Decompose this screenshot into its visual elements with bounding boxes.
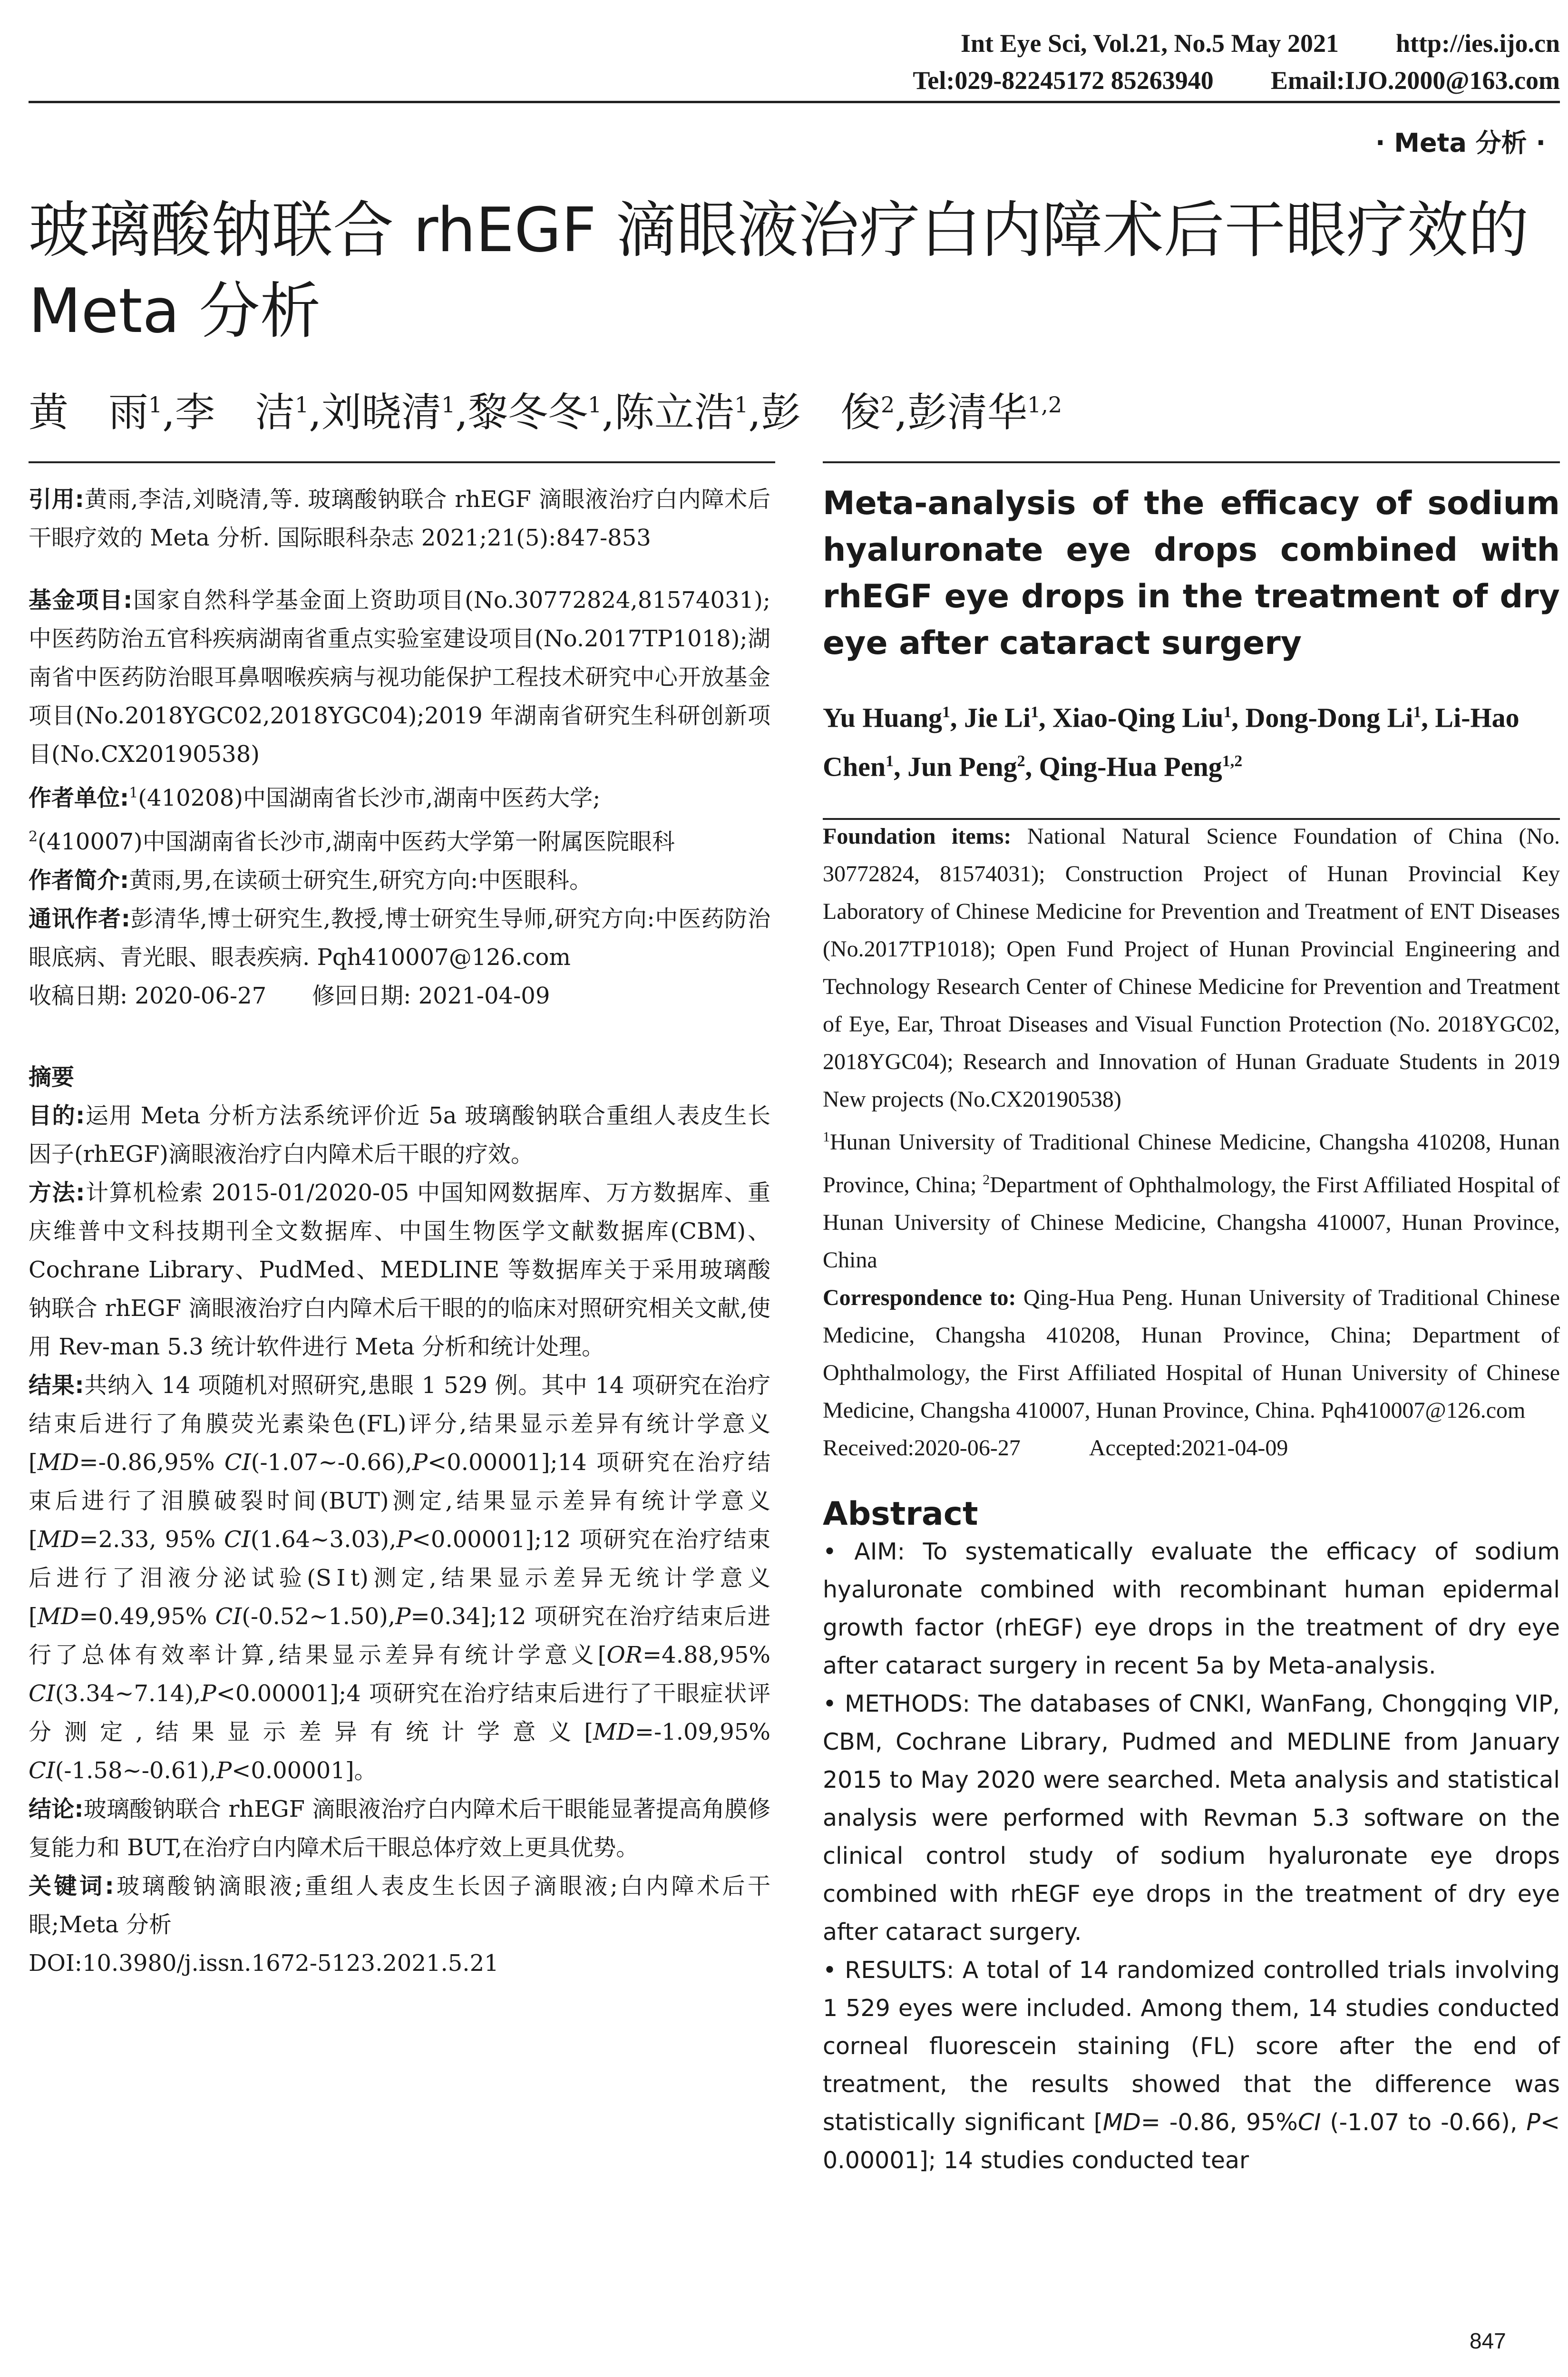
foundation-para: [823, 818, 1560, 1118]
results-text: <0.00001];12 项研究在治疗结束后进行了泪液分泌试验(SⅠt)测定,结果显示差异无统计学意义[: [29, 1526, 770, 1630]
author-aff: 1,2: [1222, 752, 1243, 770]
stat-symbol: OR: [606, 1642, 643, 1668]
unit-2: (410007)中国湖南省长沙市,湖南中医药大学第一附属医院眼科: [38, 828, 675, 855]
results-text: (-1.07~-0.66),: [251, 1449, 412, 1476]
affiliation-2: Department of Ophthalmology, the First Affiliated Hospital of Hunan University of Chinese Medicine, Changsha 410007, Hunan Province, China: [823, 1172, 1560, 1273]
stat-symbol: CI: [1297, 2108, 1321, 2136]
results-para-en: [823, 1951, 1560, 2180]
correspondence-label: Correspondence to:: [823, 1285, 1016, 1310]
journal-header: [732, 25, 1560, 99]
results-text: (1.64~3.03),: [250, 1526, 397, 1553]
article-title-en: Meta-analysis of the efficacy of sodium hyaluronate eye drops combined with rhEGF eye drops in the treatment of dry eye after cataract surgery: [823, 485, 1560, 662]
conclusion-para: [29, 1790, 770, 1867]
author-aff: 1: [441, 392, 456, 418]
keywords-text: 玻璃酸钠滴眼液;重组人表皮生长因子滴眼液;白内障术后干眼;Meta 分析: [29, 1873, 770, 1938]
fund-label: 基金项目:: [29, 587, 133, 614]
author-name: Jun Peng: [907, 751, 1017, 782]
results-label-en: • RESULTS:: [823, 1956, 954, 1984]
stat-symbol: P: [1526, 2108, 1540, 2136]
correspondence-text: Qing-Hua Peng. Hunan University of Traditional Chinese Medicine, Changsha 410208, Hunan Province, China; Department of Ophthalmology, the First Affiliated Hospital of Hunan University of Chinese Medicine, Changsha 410007, Hunan Province, China. Pqh410007@126.com: [823, 1285, 1560, 1423]
results-text: 共纳入 14 项随机对照研究,患眼 1 529 例。其中 14 项研究在治疗结束后进行了角膜荧光素染色(FL)评分,结果显示差异有统计学意义[: [29, 1372, 770, 1476]
stat-symbol: MD: [593, 1719, 635, 1745]
stat-symbol: MD: [37, 1449, 79, 1476]
results-text: (3.34~7.14),: [55, 1680, 201, 1707]
aim-para: [29, 1097, 770, 1174]
unit-para: 作者单位:$^1$(410208)中国湖南省长沙市,湖南中医药大学; $^2$(410007)中国湖南省长沙市,湖南中医药大学第一附属医院眼科: [29, 785, 675, 855]
corr-para: [29, 900, 770, 977]
intro-para: [29, 861, 770, 900]
unit-label: 作者单位:: [29, 785, 129, 811]
aim-label: 目的:: [29, 1102, 85, 1129]
citation-text: 黄雨,李洁,刘晓清,等. 玻璃酸钠联合 rhEGF 滴眼液治疗白内障术后干眼疗效的 Meta 分析. 国际眼科杂志 2021;21(5):847-853: [29, 486, 770, 551]
author-list-cn: 黄 雨$^1$,李 洁$^1$,刘晓清$^1$,黎冬冬$^1$,陈立浩$^1$,彭 俊$^2$,彭清华$^{1,2}$: [29, 389, 1062, 436]
stat-symbol: P: [395, 1603, 411, 1630]
intro-label: 作者简介:: [29, 867, 129, 894]
results-text-en: < 0.00001]; 14 studies conducted tear: [823, 2108, 1560, 2174]
author-aff: 1: [1031, 703, 1039, 721]
methods-para-en: [823, 1685, 1560, 1951]
left-column: [29, 480, 770, 1983]
author-name: 黎冬冬: [468, 389, 588, 436]
fund-para: [29, 581, 770, 774]
author-aff: 1: [734, 392, 749, 418]
author-aff: 1: [1413, 703, 1422, 721]
header-rule: [29, 101, 1560, 103]
results-text: (-0.52~1.50),: [242, 1603, 396, 1630]
stat-symbol: MD: [37, 1603, 79, 1630]
stat-symbol: P: [396, 1526, 412, 1553]
conclusion-text: 玻璃酸钠联合 rhEGF 滴眼液治疗白内障术后干眼能显著提高角膜修复能力和 BUT,在治疗白内障术后干眼总体疗效上更具优势。: [29, 1796, 770, 1861]
results-text: <0.00001];4 项研究在治疗结束后进行了干眼症状评分测定,结果显示差异有统计学意义[: [29, 1680, 770, 1745]
corr-text: 彭清华,博士研究生,教授,博士研究生导师,研究方向:中医药防治眼底病、青光眼、眼表疾病. Pqh410007@126.com: [29, 906, 770, 971]
journal-tel: Tel:029-82245172 85263940: [913, 66, 1214, 95]
correspondence-para: [823, 1279, 1560, 1429]
aim-label-en: • AIM:: [823, 1538, 906, 1565]
author-aff: 1,2: [1027, 392, 1062, 418]
methods-label: 方法:: [29, 1179, 85, 1206]
stat-symbol: CI: [224, 1526, 251, 1553]
section-tag: · Meta 分析 ·: [1375, 128, 1546, 158]
methods-para: [29, 1174, 770, 1366]
stat-symbol: CI: [29, 1757, 55, 1784]
aim-para-en: [823, 1533, 1560, 1685]
author-aff: 1: [1223, 703, 1232, 721]
author-name: 李 洁: [175, 389, 295, 436]
stat-symbol: P: [201, 1680, 216, 1707]
stat-symbol: P: [216, 1757, 232, 1784]
results-text: (-1.58~-0.61),: [55, 1757, 216, 1784]
corr-label: 通讯作者:: [29, 906, 130, 932]
author-name: 彭清华: [907, 389, 1028, 436]
intro-text: 黄雨,男,在读硕士研究生,研究方向:中医眼科。: [129, 867, 593, 894]
abstract-title-cn: 摘要: [29, 1064, 75, 1091]
methods-label-en: • METHODS:: [823, 1690, 971, 1717]
aim-text-en: To systematically evaluate the efficacy of sodium hyaluronate combined with recombinant human epidermal growth factor (rhEGF) eye drops in the treatment of dry eye after cataract surgery in recent 5a by Meta-analysis.: [823, 1538, 1560, 1679]
journal-info: Int Eye Sci, Vol.21, No.5 May 2021: [960, 29, 1339, 58]
article-title-cn: 玻璃酸钠联合 rhEGF 滴眼液治疗白内障术后干眼疗效的 Meta 分析: [29, 195, 1529, 347]
results-text-en: (-1.07 to -0.66),: [1321, 2108, 1527, 2136]
results-label: 结果:: [29, 1372, 84, 1399]
results-text-en: A total of 14 randomized controlled trials involving 1 529 eyes were included. Among them, 14 studies conducted corneal fluorescein staining (FL) score after the end of treatment, the results showed that the difference was statistically significant [: [823, 1956, 1560, 2136]
results-text: =-1.09,95%: [634, 1719, 770, 1745]
page-number: 847: [1470, 2328, 1506, 2353]
author-aff: 2: [881, 392, 895, 418]
author-name: Dong-Dong Li: [1245, 702, 1413, 733]
author-name: 彭 俊: [761, 389, 881, 436]
foundation-text: National Natural Science Foundation of China (No. 30772824, 81574031); Construction Project of Hunan Provincial Key Laboratory of Chinese Medicine for Prevention and Treatment of ENT Diseases (No.2017TP1018); Open Fund Project of Hunan Provincial Engineering and Technology Research Center of Chinese Medicine for Prevention and Treatment of Eye, Ear, Throat Diseases and Visual Function Protection (No. 2018YGC02, 2018YGC04); Research and Innovation of Hunan Graduate Students in 2019 New projects (No.CX20190538): [823, 823, 1560, 1112]
citation-label: 引用:: [29, 486, 84, 513]
author-name: Jie Li: [964, 702, 1031, 733]
stat-symbol: P: [412, 1449, 428, 1476]
received-accepted: Received:2020-06-27 Accepted:2021-04-09: [823, 1435, 1288, 1461]
citation-para: [29, 480, 770, 557]
results-text: =0.34];12 项研究在治疗结束后进行了总体有效率计算,结果显示差异有统计学意义[: [29, 1603, 770, 1668]
aim-text: 运用 Meta 分析方法系统评价近 5a 玻璃酸钠联合重组人表皮生长因子(rhEGF)滴眼液治疗白内障术后干眼的疗效。: [29, 1102, 770, 1168]
results-text: =2.33, 95%: [79, 1526, 224, 1553]
stat-symbol: CI: [215, 1603, 242, 1630]
stat-symbol: MD: [37, 1526, 79, 1553]
author-aff: 1: [942, 703, 950, 721]
abstract-body-en: [823, 1533, 1560, 2180]
right-top-rule: [823, 461, 1560, 463]
stat-symbol: MD: [1102, 2108, 1141, 2136]
methods-text-en: The databases of CNKI, WanFang, Chongqing VIP, CBM, Cochrane Library, Pudmed and MEDLINE from January 2015 to May 2020 were searched. Meta analysis and statistical analysis were performed with Revman 5.3 software on the clinical control study of sodium hyaluronate eye drops combined with rhEGF eye drops in the treatment of dry eye after cataract surgery.: [823, 1690, 1560, 1946]
right-column: [823, 480, 1560, 2180]
author-name: 陈立浩: [614, 389, 735, 436]
results-text: <0.00001];14 项研究在治疗结束后进行了泪膜破裂时间(BUT)测定,结果显示差异有统计学意义[: [29, 1449, 771, 1553]
conclusion-label: 结论:: [29, 1796, 84, 1822]
author-name: Qing-Hua Peng: [1039, 751, 1222, 782]
author-name: 刘晓清: [321, 389, 442, 436]
fund-text: 国家自然科学基金面上资助项目(No.30772824,81574031);中医药防治五官科疾病湖南省重点实验室建设项目(No.2017TP1018);湖南省中医药防治眼耳鼻咽喉疾病与视功能保护工程技术研究中心开放基金项目(No.2018YGC02,2018YGC04);2019 年湖南省研究生科研创新项目(No.CX20190538): [29, 587, 770, 768]
unit-1: (410208)中国湖南省长沙市,湖南中医药大学;: [138, 785, 601, 811]
stat-symbol: CI: [224, 1449, 251, 1476]
author-name: Li-Hao Chen: [823, 702, 1519, 782]
front-matter-en: [823, 818, 1560, 1467]
results-text: =-0.86,95%: [79, 1449, 224, 1476]
author-aff: 1: [148, 392, 163, 418]
keywords-para: [29, 1867, 770, 1944]
author-name: Yu Huang: [823, 702, 942, 733]
journal-url[interactable]: http://ies.ijo.cn: [1396, 29, 1560, 58]
results-text-en: = -0.86, 95%: [1140, 2108, 1298, 2136]
left-top-rule: [29, 461, 775, 463]
results-text: =0.49,95%: [79, 1603, 215, 1630]
journal-email[interactable]: Email:IJO.2000@163.com: [1270, 66, 1560, 95]
foundation-label: Foundation items:: [823, 823, 1012, 849]
results-text: =4.88,95%: [642, 1642, 770, 1668]
affiliation-para: $^1$Hunan University of Traditional Chinese Medicine, Changsha 410208, Hunan Province, China; $^2$Department of Ophthalmology, the First Affiliated Hospital of Hunan University of Chinese Medicine, Changsha 410007, Hunan Province, China: [823, 1129, 1560, 1273]
stat-symbol: CI: [29, 1680, 55, 1707]
author-list-en: Yu Huang$^1$, Jie Li$^1$, Xiao-Qing Liu$^1$, Dong-Dong Li$^1$, Li-Hao Chen$^1$, Jun Peng$^2$, Qing-Hua Peng$^{1,2}$: [823, 702, 1519, 782]
results-text: <0.00001]。: [232, 1757, 377, 1784]
keywords-label: 关键词:: [29, 1873, 114, 1900]
author-aff: 1: [886, 752, 894, 770]
affiliation-1: Hunan University of Traditional Chinese Medicine, Changsha 410208, Hunan Province, China;: [823, 1129, 1560, 1198]
author-aff: 2: [1017, 752, 1025, 770]
author-aff: 1: [588, 392, 602, 418]
author-aff: 1: [295, 392, 309, 418]
author-name: 黄 雨: [29, 389, 149, 436]
abstract-heading: Abstract: [823, 1495, 978, 1533]
methods-text: 计算机检索 2015-01/2020-05 中国知网数据库、万方数据库、重庆维普中文科技期刊全文数据库、中国生物医学文献数据库(CBM)、Cochrane Library、PudMed、MEDLINE 等数据库关于采用玻璃酸钠联合 rhEGF 滴眼液治疗白内障术后干眼的的临床对照研究相关文献,使用 Rev-man 5.3 统计软件进行 Meta 分析和统计处理。: [29, 1179, 770, 1360]
received-dates: 收稿日期: 2020-06-27 修回日期: 2021-04-09: [29, 983, 550, 1009]
results-para: [29, 1366, 770, 1790]
doi[interactable]: DOI:10.3980/j.issn.1672-5123.2021.5.21: [29, 1950, 499, 1977]
author-name: Xiao-Qing Liu: [1052, 702, 1224, 733]
